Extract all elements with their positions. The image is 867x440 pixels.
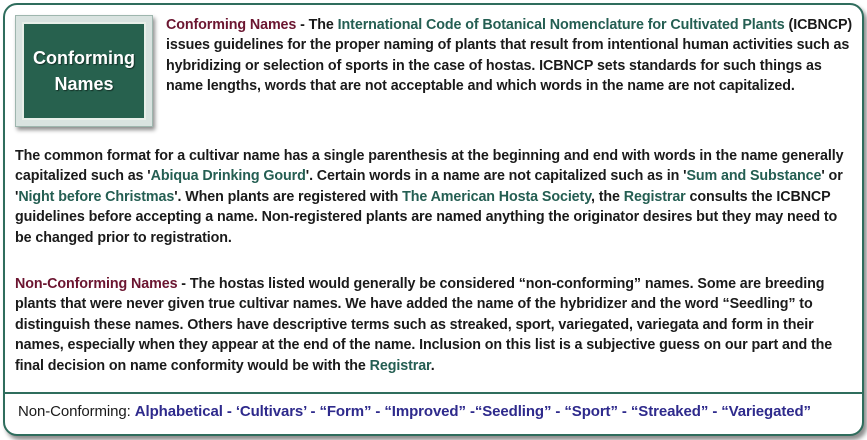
conforming-names-badge bbox=[15, 15, 153, 127]
badge-label bbox=[22, 22, 146, 120]
registrar-link-2[interactable]: Registrar bbox=[369, 357, 431, 374]
example-sum-substance-link[interactable]: Sum and Substance bbox=[686, 168, 822, 185]
badge-line-2: Names bbox=[54, 74, 114, 94]
icbncp-link[interactable]: International Code of Botanical Nomenclature for Cultivated Plants bbox=[337, 17, 785, 33]
example-night-christmas-link[interactable]: Night before Christmas bbox=[18, 188, 175, 205]
bottom-divider bbox=[5, 392, 862, 394]
nonconforming-end: . bbox=[430, 357, 435, 374]
nonconforming-nav-label: Non-Conforming: bbox=[18, 403, 135, 420]
format-text-2: '. Certain words in a name are not capitalized such as in ' bbox=[305, 168, 687, 185]
format-text-1: The common format for a cultivar name has a single parenthesis at the beginning and end with words in the name generally capitalized such as ' bbox=[15, 148, 844, 185]
intro-dash: - The bbox=[296, 17, 338, 33]
format-text-4: '. When plants are registered with bbox=[174, 188, 403, 205]
example-abiqua-link[interactable]: Abiqua Drinking Gourd bbox=[150, 168, 306, 185]
nonconforming-nav bbox=[18, 403, 811, 420]
conforming-names-heading: Conforming Names bbox=[166, 17, 297, 33]
registrar-link[interactable]: Registrar bbox=[623, 188, 686, 205]
format-text-6: consults the ICBNCP guidelines before accepting a name. Non-registered plants are named anything the originator desires but they may need to be changed prior to registration. bbox=[15, 188, 838, 246]
format-text-5: , the bbox=[591, 188, 624, 205]
format-text-3: ' or ' bbox=[15, 168, 843, 205]
american-hosta-society-link[interactable]: The American Hosta Society bbox=[402, 188, 591, 205]
nonconforming-paragraph bbox=[15, 274, 856, 376]
nonconforming-body: - The hostas listed would generally be considered “non-conforming” names. Some are breeding plants that were never given true cultivar names. We have added the name of the hybridizer and the word “Seedling” to distinguish these names. Others have descriptive terms such as streaked, sport, variegated, variegata and form in their names, especially when they appear at the end of the name. Inclusion on this list is a subjective guess on our part and the final decision on name conformity would be with the bbox=[15, 276, 833, 374]
intro-paragraph bbox=[166, 15, 856, 97]
nonconforming-nav-links[interactable]: Alphabetical - ‘Cultivars’ - “Form” - “Improved” -“Seedling” - “Sport” - “Streaked” - “Variegated” bbox=[134, 403, 811, 420]
badge-line-1: Conforming bbox=[33, 48, 135, 68]
intro-body: (ICBNCP) issues guidelines for the proper naming of plants that result from intentional human activities such as hybridizing or selection of sports in the case of hostas. ICBNCP sets standards for such things as name lengths, words that are not acceptable and which words in the name are not capitalized. bbox=[166, 17, 853, 95]
format-paragraph bbox=[15, 146, 856, 248]
nonconforming-names-heading: Non-Conforming Names bbox=[15, 276, 178, 292]
